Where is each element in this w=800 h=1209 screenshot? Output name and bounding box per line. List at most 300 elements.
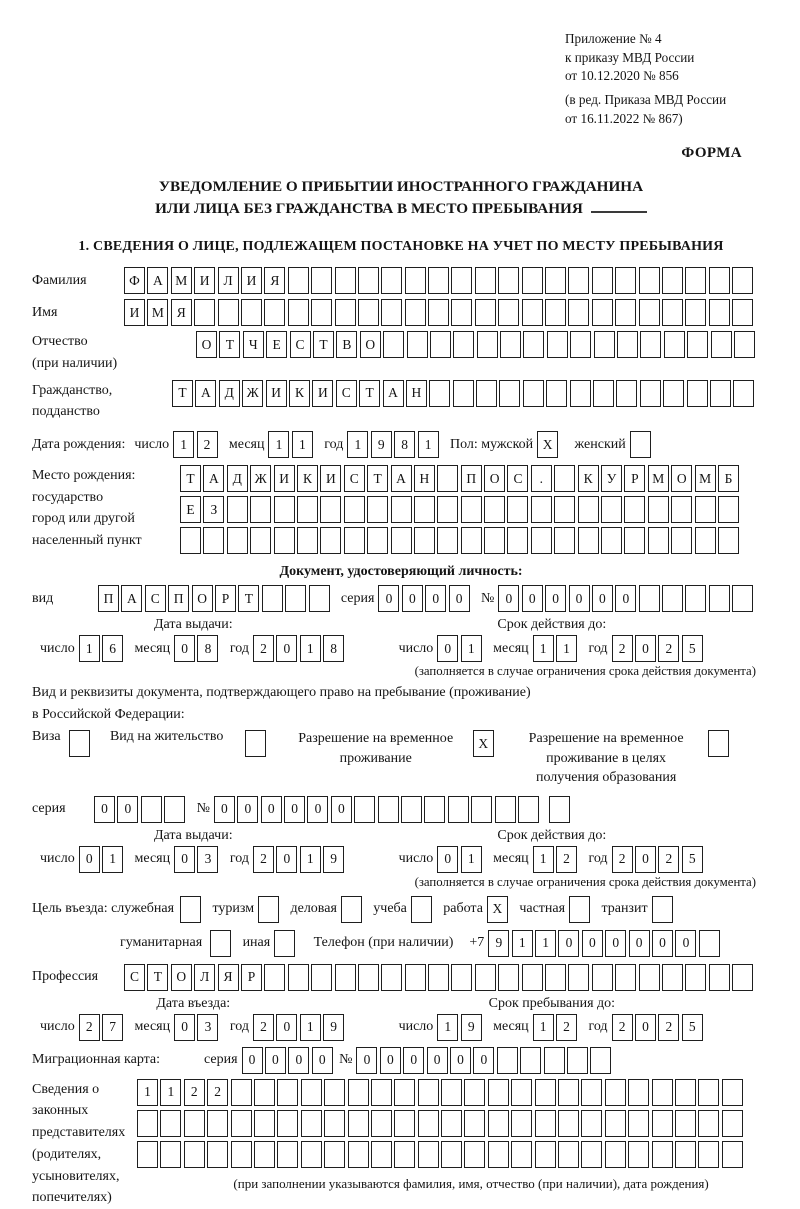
birthplace-row2-cell[interactable] <box>648 496 669 523</box>
birthplace-row3-cell[interactable] <box>367 527 388 554</box>
surname-cell[interactable] <box>428 267 449 294</box>
name-cell[interactable] <box>545 299 566 326</box>
legal-row2-cell[interactable] <box>207 1110 228 1137</box>
legal-row2-cell[interactable] <box>301 1110 322 1137</box>
legal-row2-cell[interactable] <box>581 1110 602 1137</box>
entry-year-cell[interactable]: 1 <box>300 1014 321 1041</box>
permit-valid-year-cell[interactable]: 5 <box>682 846 703 873</box>
legal-row1-cell[interactable] <box>535 1079 556 1106</box>
entry-month-cell[interactable]: 3 <box>197 1014 218 1041</box>
legal-row2-cell[interactable] <box>348 1110 369 1137</box>
doc-number-cell[interactable]: 0 <box>569 585 590 612</box>
citizenship-cell[interactable] <box>499 380 520 407</box>
birthplace-row3-cell[interactable] <box>344 527 365 554</box>
legal-row1-cell[interactable] <box>348 1079 369 1106</box>
legal-row1-cell[interactable] <box>277 1079 298 1106</box>
birthplace-row1-cell[interactable]: С <box>344 465 365 492</box>
name-cell[interactable] <box>662 299 683 326</box>
legal-row2-cell[interactable] <box>464 1110 485 1137</box>
profession-cell[interactable]: Я <box>218 964 239 991</box>
doc-issue-year-cell[interactable]: 1 <box>300 635 321 662</box>
birth-month-cell[interactable]: 1 <box>268 431 289 458</box>
legal-row3-cell[interactable] <box>231 1141 252 1168</box>
doc-valid-year-cell[interactable]: 2 <box>658 635 679 662</box>
birthplace-row1-cell[interactable]: Б <box>718 465 739 492</box>
phone-cell[interactable]: 1 <box>535 930 556 957</box>
doc-issue-day-cell[interactable]: 1 <box>79 635 100 662</box>
birthplace-row3-cell[interactable] <box>671 527 692 554</box>
citizenship-cell[interactable]: А <box>195 380 216 407</box>
birthplace-row3-cell[interactable] <box>648 527 669 554</box>
birth-year-cell[interactable]: 1 <box>418 431 439 458</box>
birth-month-cell[interactable]: 1 <box>292 431 313 458</box>
permit-valid-month-cell[interactable]: 2 <box>556 846 577 873</box>
entry-year-cell[interactable]: 9 <box>323 1014 344 1041</box>
doc-type-cell[interactable] <box>285 585 306 612</box>
citizenship-cell[interactable] <box>546 380 567 407</box>
name-cell[interactable] <box>475 299 496 326</box>
doc-type-cell[interactable]: Р <box>215 585 236 612</box>
birthplace-row3-cell[interactable] <box>531 527 552 554</box>
doc-number-cell[interactable] <box>662 585 683 612</box>
profession-cell[interactable] <box>475 964 496 991</box>
citizenship-cell[interactable]: Н <box>406 380 427 407</box>
permit-issue-month-cell[interactable]: 3 <box>197 846 218 873</box>
profession-cell[interactable] <box>615 964 636 991</box>
legal-row3-cell[interactable] <box>605 1141 626 1168</box>
phone-cell[interactable]: 0 <box>629 930 650 957</box>
surname-cell[interactable] <box>475 267 496 294</box>
birthplace-row1-cell[interactable]: Ж <box>250 465 271 492</box>
legal-row3-cell[interactable] <box>254 1141 275 1168</box>
legal-row1-cell[interactable] <box>581 1079 602 1106</box>
purpose-private-cb-cell[interactable] <box>569 896 590 923</box>
name-cell[interactable] <box>615 299 636 326</box>
name-cell[interactable] <box>732 299 753 326</box>
birthplace-row1-cell[interactable]: П <box>461 465 482 492</box>
name-cell[interactable] <box>311 299 332 326</box>
doc-number-cell[interactable] <box>639 585 660 612</box>
name-cell[interactable] <box>568 299 589 326</box>
surname-cell[interactable] <box>288 267 309 294</box>
permit-valid-day-cell[interactable]: 0 <box>437 846 458 873</box>
mig-number-cell[interactable] <box>520 1047 541 1074</box>
birthplace-row1-cell[interactable]: А <box>203 465 224 492</box>
patronymic-cell[interactable]: Т <box>313 331 334 358</box>
residence-cb-cell[interactable] <box>245 730 266 757</box>
doc-type-cell[interactable]: О <box>192 585 213 612</box>
legal-row2-cell[interactable] <box>511 1110 532 1137</box>
stay-day-cell[interactable]: 1 <box>437 1014 458 1041</box>
patronymic-cell[interactable] <box>383 331 404 358</box>
purpose-transit-cb-cell[interactable] <box>652 896 673 923</box>
permit-series-cell[interactable] <box>164 796 185 823</box>
entry-day-cell[interactable]: 7 <box>102 1014 123 1041</box>
permit-number-cell[interactable] <box>471 796 492 823</box>
mig-number-cell[interactable] <box>567 1047 588 1074</box>
citizenship-cell[interactable]: К <box>289 380 310 407</box>
stay-month-cell[interactable]: 2 <box>556 1014 577 1041</box>
legal-row1-cell[interactable] <box>301 1079 322 1106</box>
patronymic-cell[interactable]: О <box>196 331 217 358</box>
profession-cell[interactable] <box>311 964 332 991</box>
sex-female-cell[interactable] <box>630 431 651 458</box>
surname-cell[interactable]: А <box>147 267 168 294</box>
citizenship-cell[interactable]: И <box>312 380 333 407</box>
name-cell[interactable] <box>358 299 379 326</box>
surname-cell[interactable] <box>381 267 402 294</box>
legal-row1-cell[interactable] <box>628 1079 649 1106</box>
legal-row3-cell[interactable] <box>628 1141 649 1168</box>
phone-cell[interactable]: 0 <box>605 930 626 957</box>
birthplace-row3-cell[interactable] <box>203 527 224 554</box>
citizenship-cell[interactable] <box>429 380 450 407</box>
permit-number-cell[interactable] <box>401 796 422 823</box>
profession-cell[interactable]: О <box>171 964 192 991</box>
birthplace-row3-cell[interactable] <box>274 527 295 554</box>
surname-cell[interactable] <box>662 267 683 294</box>
legal-row3-cell[interactable] <box>652 1141 673 1168</box>
surname-cell[interactable] <box>498 267 519 294</box>
birthplace-row2-cell[interactable] <box>578 496 599 523</box>
surname-cell[interactable] <box>639 267 660 294</box>
birthplace-row1-cell[interactable]: . <box>531 465 552 492</box>
permit-number-cell[interactable]: 0 <box>284 796 305 823</box>
surname-cell[interactable]: М <box>171 267 192 294</box>
citizenship-cell[interactable] <box>570 380 591 407</box>
stay-year-cell[interactable]: 2 <box>658 1014 679 1041</box>
citizenship-cell[interactable] <box>593 380 614 407</box>
permit-number-cell[interactable] <box>518 796 539 823</box>
doc-type-cell[interactable]: Т <box>238 585 259 612</box>
name-cell[interactable] <box>522 299 543 326</box>
profession-cell[interactable] <box>568 964 589 991</box>
purpose-official-cb-cell[interactable] <box>180 896 201 923</box>
surname-cell[interactable]: И <box>194 267 215 294</box>
rvp-edu-cb-cell[interactable] <box>708 730 729 757</box>
patronymic-cell[interactable]: С <box>290 331 311 358</box>
patronymic-cell[interactable] <box>477 331 498 358</box>
legal-row2-cell[interactable] <box>231 1110 252 1137</box>
birthplace-row2-cell[interactable] <box>671 496 692 523</box>
citizenship-cell[interactable] <box>733 380 754 407</box>
profession-cell[interactable]: Р <box>241 964 262 991</box>
permit-valid-month-cell[interactable]: 1 <box>533 846 554 873</box>
surname-cell[interactable] <box>592 267 613 294</box>
doc-number-cell[interactable]: 0 <box>615 585 636 612</box>
mig-series-cell[interactable]: 0 <box>242 1047 263 1074</box>
legal-row3-cell[interactable] <box>207 1141 228 1168</box>
permit-number-cell[interactable] <box>354 796 375 823</box>
birthplace-row1-cell[interactable]: М <box>695 465 716 492</box>
permit-issue-day-cell[interactable]: 1 <box>102 846 123 873</box>
doc-issue-month-cell[interactable]: 8 <box>197 635 218 662</box>
legal-row3-cell[interactable] <box>698 1141 719 1168</box>
permit-series-cell[interactable] <box>141 796 162 823</box>
legal-row2-cell[interactable] <box>535 1110 556 1137</box>
birthplace-row1-cell[interactable]: А <box>391 465 412 492</box>
patronymic-cell[interactable] <box>687 331 708 358</box>
doc-valid-day-cell[interactable]: 1 <box>461 635 482 662</box>
doc-series-cell[interactable]: 0 <box>402 585 423 612</box>
permit-valid-year-cell[interactable]: 2 <box>612 846 633 873</box>
patronymic-cell[interactable] <box>430 331 451 358</box>
birthplace-row3-cell[interactable] <box>414 527 435 554</box>
birthplace-row3-cell[interactable] <box>624 527 645 554</box>
doc-valid-year-cell[interactable]: 0 <box>635 635 656 662</box>
patronymic-cell[interactable] <box>664 331 685 358</box>
purpose-other-cb-cell[interactable] <box>274 930 295 957</box>
profession-cell[interactable] <box>335 964 356 991</box>
patronymic-cell[interactable]: В <box>336 331 357 358</box>
birthplace-row1-cell[interactable]: И <box>274 465 295 492</box>
purpose-humanitarian-cb-cell[interactable] <box>210 930 231 957</box>
profession-cell[interactable] <box>662 964 683 991</box>
mig-number-cell[interactable]: 0 <box>473 1047 494 1074</box>
visa-cb-cell[interactable] <box>69 730 90 757</box>
doc-issue-year-cell[interactable]: 2 <box>253 635 274 662</box>
mig-series-cell[interactable]: 0 <box>288 1047 309 1074</box>
profession-cell[interactable] <box>451 964 472 991</box>
surname-cell[interactable] <box>545 267 566 294</box>
doc-valid-year-cell[interactable]: 2 <box>612 635 633 662</box>
permit-number-extra-cell[interactable] <box>549 796 570 823</box>
birthplace-row3-cell[interactable] <box>180 527 201 554</box>
legal-row3-cell[interactable] <box>301 1141 322 1168</box>
permit-issue-year-cell[interactable]: 0 <box>276 846 297 873</box>
birthplace-row1-cell[interactable]: С <box>507 465 528 492</box>
doc-type-cell[interactable]: А <box>121 585 142 612</box>
profession-cell[interactable] <box>358 964 379 991</box>
legal-row3-cell[interactable] <box>324 1141 345 1168</box>
mig-number-cell[interactable]: 0 <box>356 1047 377 1074</box>
name-cell[interactable] <box>194 299 215 326</box>
profession-cell[interactable] <box>405 964 426 991</box>
legal-row1-cell[interactable]: 1 <box>137 1079 158 1106</box>
purpose-tourism-cb-cell[interactable] <box>258 896 279 923</box>
doc-type-cell[interactable]: С <box>145 585 166 612</box>
surname-cell[interactable] <box>709 267 730 294</box>
profession-cell[interactable] <box>498 964 519 991</box>
legal-row3-cell[interactable] <box>348 1141 369 1168</box>
phone-cell[interactable]: 0 <box>582 930 603 957</box>
stay-year-cell[interactable]: 5 <box>682 1014 703 1041</box>
birthplace-row1-cell[interactable]: О <box>671 465 692 492</box>
profession-cell[interactable]: С <box>124 964 145 991</box>
doc-series-cell[interactable]: 0 <box>378 585 399 612</box>
phone-cell[interactable]: 0 <box>558 930 579 957</box>
profession-cell[interactable]: Л <box>194 964 215 991</box>
patronymic-cell[interactable] <box>711 331 732 358</box>
surname-cell[interactable] <box>451 267 472 294</box>
permit-series-cell[interactable]: 0 <box>94 796 115 823</box>
birthplace-row2-cell[interactable] <box>601 496 622 523</box>
mig-number-cell[interactable]: 0 <box>403 1047 424 1074</box>
patronymic-cell[interactable] <box>523 331 544 358</box>
entry-year-cell[interactable]: 0 <box>276 1014 297 1041</box>
birthplace-row2-cell[interactable] <box>718 496 739 523</box>
surname-cell[interactable] <box>615 267 636 294</box>
birthplace-row1-cell[interactable]: О <box>484 465 505 492</box>
birth-day-cell[interactable]: 2 <box>197 431 218 458</box>
legal-row1-cell[interactable] <box>698 1079 719 1106</box>
name-cell[interactable] <box>405 299 426 326</box>
birthplace-row1-cell[interactable]: Д <box>227 465 248 492</box>
patronymic-cell[interactable] <box>547 331 568 358</box>
doc-type-cell[interactable]: П <box>98 585 119 612</box>
birthplace-row1-cell[interactable] <box>554 465 575 492</box>
birthplace-row1-cell[interactable]: И <box>320 465 341 492</box>
name-cell[interactable]: И <box>124 299 145 326</box>
legal-row2-cell[interactable] <box>628 1110 649 1137</box>
permit-valid-year-cell[interactable]: 2 <box>658 846 679 873</box>
birth-year-cell[interactable]: 1 <box>347 431 368 458</box>
legal-row3-cell[interactable] <box>464 1141 485 1168</box>
legal-row2-cell[interactable] <box>394 1110 415 1137</box>
name-cell[interactable] <box>264 299 285 326</box>
surname-cell[interactable] <box>335 267 356 294</box>
legal-row2-cell[interactable] <box>418 1110 439 1137</box>
legal-row1-cell[interactable] <box>652 1079 673 1106</box>
birthplace-row1-cell[interactable]: К <box>297 465 318 492</box>
birthplace-row1-cell[interactable]: М <box>648 465 669 492</box>
birthplace-row2-cell[interactable] <box>227 496 248 523</box>
profession-cell[interactable] <box>522 964 543 991</box>
permit-number-cell[interactable]: 0 <box>331 796 352 823</box>
patronymic-cell[interactable] <box>617 331 638 358</box>
patronymic-cell[interactable] <box>594 331 615 358</box>
patronymic-cell[interactable] <box>453 331 474 358</box>
birthplace-row1-cell[interactable]: Т <box>367 465 388 492</box>
birthplace-row1-cell[interactable]: Т <box>180 465 201 492</box>
birthplace-row2-cell[interactable] <box>367 496 388 523</box>
legal-row2-cell[interactable] <box>698 1110 719 1137</box>
permit-number-cell[interactable]: 0 <box>307 796 328 823</box>
birthplace-row2-cell[interactable] <box>344 496 365 523</box>
birthplace-row3-cell[interactable] <box>437 527 458 554</box>
profession-cell[interactable] <box>381 964 402 991</box>
legal-row3-cell[interactable] <box>371 1141 392 1168</box>
citizenship-cell[interactable]: Д <box>219 380 240 407</box>
birthplace-row2-cell[interactable] <box>507 496 528 523</box>
birthplace-row2-cell[interactable] <box>461 496 482 523</box>
patronymic-cell[interactable] <box>407 331 428 358</box>
legal-row2-cell[interactable] <box>277 1110 298 1137</box>
permit-valid-day-cell[interactable]: 1 <box>461 846 482 873</box>
legal-row2-cell[interactable] <box>184 1110 205 1137</box>
phone-cell[interactable]: 0 <box>652 930 673 957</box>
legal-row3-cell[interactable] <box>581 1141 602 1168</box>
doc-valid-month-cell[interactable]: 1 <box>533 635 554 662</box>
citizenship-cell[interactable]: Ж <box>242 380 263 407</box>
doc-valid-month-cell[interactable]: 1 <box>556 635 577 662</box>
patronymic-cell[interactable]: О <box>360 331 381 358</box>
legal-row3-cell[interactable] <box>488 1141 509 1168</box>
legal-row3-cell[interactable] <box>675 1141 696 1168</box>
doc-number-cell[interactable]: 0 <box>522 585 543 612</box>
birth-year-cell[interactable]: 9 <box>371 431 392 458</box>
legal-row3-cell[interactable] <box>277 1141 298 1168</box>
citizenship-cell[interactable] <box>663 380 684 407</box>
phone-cell[interactable]: 9 <box>488 930 509 957</box>
doc-issue-year-cell[interactable]: 0 <box>276 635 297 662</box>
permit-number-cell[interactable]: 0 <box>261 796 282 823</box>
sex-male-cell[interactable]: X <box>537 431 558 458</box>
doc-series-cell[interactable]: 0 <box>425 585 446 612</box>
legal-row1-cell[interactable]: 2 <box>184 1079 205 1106</box>
birthplace-row1-cell[interactable]: У <box>601 465 622 492</box>
legal-row2-cell[interactable] <box>371 1110 392 1137</box>
birthplace-row3-cell[interactable] <box>320 527 341 554</box>
permit-issue-month-cell[interactable]: 0 <box>174 846 195 873</box>
legal-row3-cell[interactable] <box>160 1141 181 1168</box>
name-cell[interactable] <box>335 299 356 326</box>
name-cell[interactable] <box>381 299 402 326</box>
birthplace-row2-cell[interactable] <box>297 496 318 523</box>
birthplace-row1-cell[interactable]: К <box>578 465 599 492</box>
surname-cell[interactable] <box>568 267 589 294</box>
profession-cell[interactable] <box>264 964 285 991</box>
purpose-business-cb-cell[interactable] <box>341 896 362 923</box>
patronymic-cell[interactable] <box>500 331 521 358</box>
birthplace-row3-cell[interactable] <box>554 527 575 554</box>
birthplace-row2-cell[interactable] <box>414 496 435 523</box>
name-cell[interactable] <box>639 299 660 326</box>
birthplace-row3-cell[interactable] <box>461 527 482 554</box>
entry-day-cell[interactable]: 2 <box>79 1014 100 1041</box>
name-cell[interactable] <box>241 299 262 326</box>
citizenship-cell[interactable]: Т <box>359 380 380 407</box>
birthplace-row1-cell[interactable] <box>437 465 458 492</box>
surname-cell[interactable] <box>405 267 426 294</box>
legal-row1-cell[interactable] <box>254 1079 275 1106</box>
profession-cell[interactable] <box>545 964 566 991</box>
legal-row2-cell[interactable] <box>160 1110 181 1137</box>
stay-year-cell[interactable]: 2 <box>612 1014 633 1041</box>
doc-number-cell[interactable]: 0 <box>498 585 519 612</box>
doc-valid-day-cell[interactable]: 0 <box>437 635 458 662</box>
birthplace-row1-cell[interactable]: Р <box>624 465 645 492</box>
legal-row1-cell[interactable] <box>418 1079 439 1106</box>
legal-row2-cell[interactable] <box>675 1110 696 1137</box>
name-cell[interactable] <box>451 299 472 326</box>
permit-number-cell[interactable] <box>448 796 469 823</box>
doc-type-cell[interactable] <box>309 585 330 612</box>
birthplace-row3-cell[interactable] <box>718 527 739 554</box>
permit-issue-year-cell[interactable]: 1 <box>300 846 321 873</box>
mig-series-cell[interactable]: 0 <box>265 1047 286 1074</box>
patronymic-cell[interactable]: Е <box>266 331 287 358</box>
birthplace-row3-cell[interactable] <box>507 527 528 554</box>
surname-cell[interactable] <box>522 267 543 294</box>
mig-number-cell[interactable] <box>544 1047 565 1074</box>
legal-row1-cell[interactable]: 2 <box>207 1079 228 1106</box>
citizenship-cell[interactable] <box>476 380 497 407</box>
birthplace-row2-cell[interactable] <box>391 496 412 523</box>
birthplace-row2-cell[interactable] <box>554 496 575 523</box>
birthplace-row3-cell[interactable] <box>250 527 271 554</box>
permit-issue-year-cell[interactable]: 2 <box>253 846 274 873</box>
citizenship-cell[interactable]: Т <box>172 380 193 407</box>
legal-row2-cell[interactable] <box>652 1110 673 1137</box>
permit-number-cell[interactable] <box>378 796 399 823</box>
entry-month-cell[interactable]: 0 <box>174 1014 195 1041</box>
patronymic-cell[interactable] <box>570 331 591 358</box>
legal-row2-cell[interactable] <box>488 1110 509 1137</box>
legal-row3-cell[interactable] <box>418 1141 439 1168</box>
legal-row1-cell[interactable] <box>675 1079 696 1106</box>
surname-cell[interactable] <box>311 267 332 294</box>
